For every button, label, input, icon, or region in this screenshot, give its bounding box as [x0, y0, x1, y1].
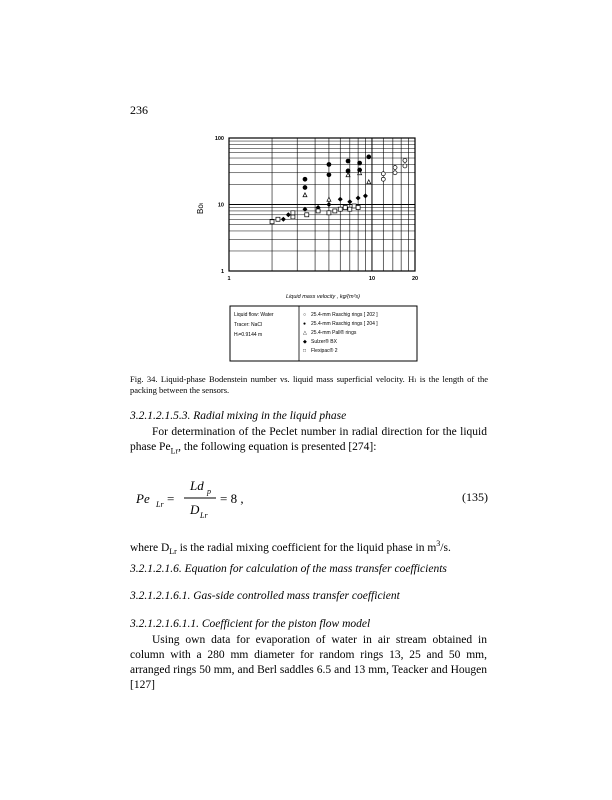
eq-numerator-sub: p — [207, 487, 211, 496]
legend-label-5: Flexipac® 2 — [311, 348, 338, 354]
legend-left-3: Hₗ=0.9144 m — [234, 332, 263, 338]
data-point — [327, 162, 331, 166]
paragraph-where: where $D_{Lr}$ is the radial mixing coefficient for the liquid phase in $m^3/s$. — [130, 539, 451, 557]
x-tick-label: 10 — [368, 276, 376, 282]
equation-number: (135) — [462, 490, 488, 504]
equation-135 — [134, 468, 488, 528]
data-point — [403, 158, 407, 162]
data-point — [346, 159, 350, 163]
page-number: 236 — [130, 103, 148, 117]
data-point — [393, 171, 397, 175]
eq-lhs-sub: Lr — [156, 500, 164, 509]
data-point — [286, 213, 290, 217]
x-axis-label: Liquid mass velocity , kg/(m²s) — [286, 294, 360, 300]
legend-label-3: 25.4-mm Pall® rings — [311, 330, 357, 336]
legend-symbol-5: □ — [303, 348, 307, 354]
eq-equals: = — [167, 491, 175, 506]
eq-denominator: D — [190, 502, 200, 517]
data-point — [403, 164, 407, 168]
chart-grid — [229, 138, 415, 271]
data-point — [303, 177, 307, 181]
data-point — [276, 217, 280, 221]
data-point — [346, 173, 350, 177]
data-point — [381, 172, 385, 176]
eq-numerator: Ld — [190, 478, 204, 493]
data-point — [367, 155, 371, 159]
heading-mass-transfer-eq: 3.2.1.2.1.6. Equation for calculation of the mass transfer coefficients — [130, 563, 447, 575]
eq-lhs: Pe — [136, 491, 150, 506]
data-point — [291, 215, 295, 219]
data-point — [327, 173, 331, 177]
y-axis-label: Boₗ — [196, 202, 205, 214]
figure-34 — [195, 128, 455, 363]
figure-caption: Fig. 34. Liquid-phase Bodenstein number vs. liquid mass superficial velocity. Hₗ is the length of the packing between the sensors. — [130, 374, 488, 395]
legend-label-4: Sulzer® BX — [311, 339, 337, 345]
data-point — [333, 209, 337, 213]
data-point — [327, 203, 331, 207]
legend-symbol-1: ○ — [303, 312, 307, 318]
data-points — [270, 155, 407, 224]
heading-piston-flow: 3.2.1.2.1.6.1.1. Coefficient for the piston flow model — [130, 618, 371, 630]
data-point — [305, 213, 309, 217]
legend-label-1: 25.4-mm Raschig rings [ 202 ] — [311, 312, 378, 318]
data-point — [291, 211, 295, 215]
data-point — [338, 197, 342, 201]
data-point — [367, 180, 371, 184]
paragraph-teacker-hougen: Using own data for evaporation of water in air stream obtained in column with a 280 mm diameter for random rings 13, 25 and 50 mm, arranged rings 50 mm, and Berl saddles 6.5 and 13 mm, Teacker and Hougen [127] — [130, 634, 487, 691]
paragraph-radial-mixing: For determination of the Peclet number in radial direction for the liquid phase $Pe_{Lr}$, the following equation is presented [274]: — [130, 426, 487, 456]
data-point — [338, 207, 342, 211]
data-point — [343, 206, 347, 210]
data-point — [316, 209, 320, 213]
data-point — [327, 197, 331, 201]
data-point — [303, 207, 307, 211]
data-point — [281, 217, 285, 221]
legend-label-2: 25.4-mm Raschig rings [ 204 ] — [311, 321, 378, 327]
data-point — [352, 204, 356, 208]
heading-gas-side: 3.2.1.2.1.6.1. Gas-side controlled mass transfer coefficient — [130, 590, 400, 602]
data-point — [303, 186, 307, 190]
bodenstein-chart — [195, 128, 455, 363]
y-tick-label: 100 — [214, 136, 224, 142]
eq-rhs: = 8 , — [220, 491, 244, 506]
data-point — [356, 196, 360, 200]
data-point — [363, 194, 367, 198]
data-point — [348, 207, 352, 211]
data-point — [381, 177, 385, 181]
data-point — [393, 166, 397, 170]
legend-symbol-3: △ — [303, 330, 307, 336]
eq-denominator-sub: Lr — [200, 511, 208, 520]
equation-graphic — [134, 468, 374, 528]
x-tick-label: 20 — [411, 276, 419, 282]
data-point — [348, 200, 352, 204]
heading-radial-mixing: 3.2.1.2.1.5.3. Radial mixing in the liquid phase — [130, 410, 347, 422]
legend-left-1: Liquid flow: Water — [234, 312, 274, 318]
x-tick-label: 1 — [227, 276, 231, 282]
y-tick-label: 1 — [220, 269, 224, 275]
legend-left-2: Tracer: NaCl — [234, 322, 263, 328]
data-point — [327, 211, 331, 215]
legend-symbol-4: ◆ — [303, 339, 307, 345]
y-tick-label: 10 — [217, 202, 224, 209]
data-point — [358, 161, 362, 165]
data-point — [303, 193, 307, 197]
data-point — [356, 206, 360, 210]
legend-symbol-2: ● — [303, 321, 307, 327]
data-point — [270, 220, 274, 224]
